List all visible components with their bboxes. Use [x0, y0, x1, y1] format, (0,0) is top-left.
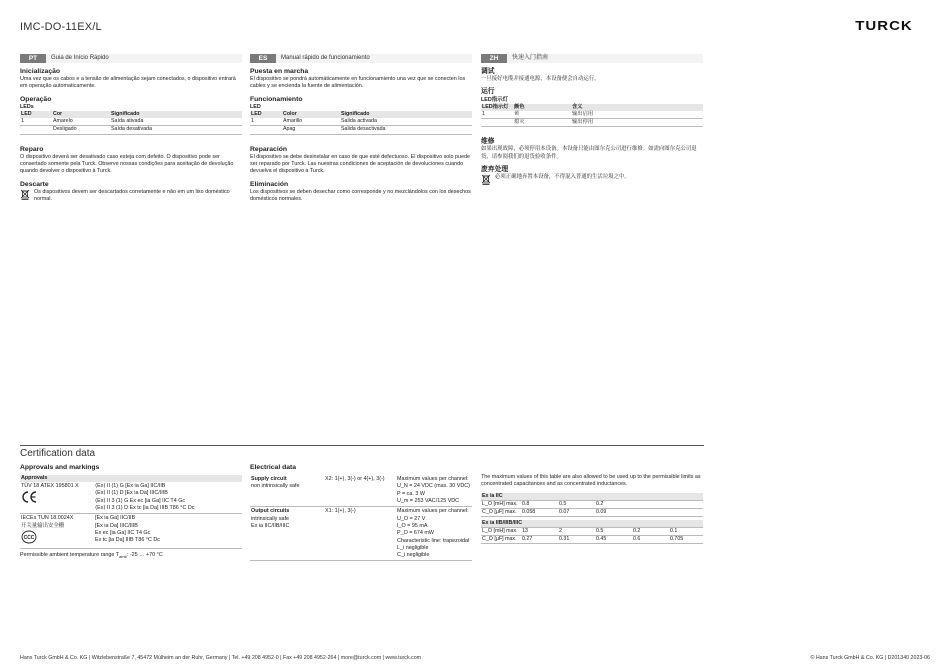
table-row [481, 500, 703, 508]
svg-text:TURCK: TURCK [855, 18, 913, 32]
pt-cell: 1 [20, 118, 52, 126]
limits-note: The maximum values of this table are also allowed to be used up to the permissible limits as concentrated capacitances and as concentrated inductances. [481, 474, 701, 488]
es-th-color: Color [282, 111, 340, 118]
zh-section [481, 54, 703, 185]
zh-led-table [481, 104, 703, 127]
zh-language-code: ZH [481, 54, 507, 63]
turck-logo [838, 18, 930, 32]
output-value: Maximum values per channel: [397, 508, 469, 515]
zh-disposal-title: 废弃处理 [481, 166, 509, 174]
table-row [481, 111, 703, 119]
zh-repair-title: 维修 [481, 138, 495, 146]
pt-leds-label: LEDs [20, 103, 34, 110]
supply-terminals: X2: 1(+), 3(-) or 4(+), 3(-) [325, 476, 385, 483]
table-row [20, 514, 242, 549]
es-startup-text: El dispositivo se pondrá automáticamente en funcionamiento una vez que se conecten los cables y se encienda la fuente de alimentación. [250, 76, 466, 90]
pt-disposal-text: Os dispositivos devem ser descartados corretamente e não em um lixo doméstico normal. [34, 188, 230, 203]
output-value: I_O = 95 mA [397, 522, 428, 529]
iecex-marking: [Ex ia Da] IIIC/IIIB [95, 522, 138, 529]
pt-led-table [20, 111, 242, 134]
zh-cell: 输出停用 [571, 119, 703, 127]
table-row [250, 118, 472, 126]
supply-title: Supply circuit [251, 476, 287, 483]
pt-cell: Amarelo [52, 118, 110, 126]
pt-startup-title: Inicialização [20, 68, 61, 75]
limits-cell: 0.2 [595, 500, 703, 508]
limits-cell: 2 [558, 528, 595, 536]
pt-section [20, 54, 242, 203]
zh-th-meaning: 含义 [571, 104, 703, 111]
output-subtitle: intrinsically safe [251, 515, 290, 522]
es-language-bar [250, 54, 472, 63]
limits-table-iib [481, 520, 703, 544]
limits-cell: 0.058 [521, 508, 558, 516]
ambient-prefix: Permissible ambient temperature range T [20, 552, 120, 559]
limits-cell: 0.09 [595, 508, 703, 516]
zh-disposal-text: 必须正确地弃置本设备，不得混入普通的生活垃圾之中。 [495, 174, 630, 181]
limits-table-iic [481, 493, 703, 517]
es-cell [250, 126, 282, 134]
zh-th-color: 颜色 [513, 104, 571, 111]
output-value: P_O = 674 mW [397, 530, 435, 537]
approvals-title: Approvals and markings [20, 464, 100, 471]
supply-value: Maximum values per channel: [397, 476, 469, 483]
table-row [20, 126, 242, 134]
es-led-table [250, 111, 472, 134]
certification-title: Certification data [20, 448, 96, 459]
ccc-mark-icon [21, 530, 37, 544]
output-value: C_i negligible [397, 552, 430, 559]
iecex-marking: Ex ec [ia Ga] IIC T4 Gc [95, 529, 151, 536]
es-cell: Salida activada [340, 118, 472, 126]
iecex-certificate: IECEx TUN 18.0024X [21, 515, 74, 522]
electrical-title: Electrical data [250, 464, 297, 471]
iecex-marking: [Ex ia Ga] IIC/IIB [95, 515, 136, 522]
es-repair-title: Reparación [250, 145, 288, 153]
limits-cell: C_O [µF] max. [481, 508, 521, 516]
pt-repair-text: O dispositivo deverá ser desativado caso esteja com defeito. O dispositivo pode ser consertado somente pela Turck. Observe nossas condições para aceitação de devolução quando devolver o dispositivo à Turck. [20, 153, 234, 175]
output-title: Output circuits [251, 508, 290, 515]
table-row [250, 126, 472, 134]
limits-cell: L_O [mH] max. [481, 528, 521, 536]
pt-cell: Saída ativada [110, 118, 242, 126]
atex-marking: ⟨Ex⟩ II (1) G [Ex ia Ga] IIC/IIB [95, 483, 166, 490]
pt-cell: Saída desativada [110, 126, 242, 134]
approvals-section [20, 463, 242, 560]
es-cell: Amarillo [282, 118, 340, 126]
limits-cell: 0.07 [558, 508, 595, 516]
supply-subtitle: non intrinsically safe [251, 483, 300, 490]
output-terminals: X1: 1(+), 3(-) [325, 508, 356, 515]
limits-cell: 0.27 [521, 536, 558, 544]
zh-th-led: LED指示灯 [481, 104, 513, 111]
zh-cell: 1 [481, 111, 513, 119]
ambient-suffix: : -25 … +70 °C [126, 552, 163, 559]
es-repair-text: El dispositivo se debe desinstalar en caso de que esté defectuoso. El dispositivo solo puede ser reparado por Turck. Las nuestras condiciones de aceptación de devoluciones cuando devuelva el dispositivo a Turck. [250, 153, 470, 175]
es-cell: Salida desactivada [340, 126, 472, 134]
zh-startup-title: 调试 [481, 68, 495, 75]
iecex-marking: Ex tc [ia Da] IIIB T86 °C Dc [95, 537, 160, 544]
output-value: U_O = 27 V [397, 515, 426, 522]
zh-cell: 熄灭 [513, 119, 571, 127]
atex-marking: ⟨Ex⟩ II 3 (1) G Ex ec [ia Ga] IIC T4 Gc [95, 497, 186, 504]
table-row [481, 528, 703, 536]
pt-language-code: PT [20, 54, 46, 63]
limits-cell: L_O [mH] max. [481, 500, 521, 508]
zh-startup-text: 一旦接好电缆并接通电源，本设备便会自动运行。 [481, 76, 600, 83]
supply-value: U_m = 253 VAC/125 VDC [397, 498, 460, 505]
limits-section [481, 474, 703, 544]
pt-th-color: Cor [52, 111, 110, 118]
certification-divider [20, 445, 704, 446]
zh-cell [481, 119, 513, 127]
pt-cell [20, 126, 52, 134]
table-row [481, 508, 703, 516]
footer-address: Hans Turck GmbH & Co. KG | Witzlebenstraße 7, 45472 Mülheim an der Ruhr, Germany | Tel. +49 208 4952-0 | Fax +49 208 4952-264 | more@turck.com | www.turck.com [20, 655, 422, 661]
svg-text:CCC: CCC [23, 534, 35, 541]
pt-language-bar [20, 54, 242, 63]
limits-cell: 0.1 [669, 528, 703, 536]
output-value: Characteristic line: trapezoidal [397, 537, 470, 544]
zh-cell: 输出启用 [571, 111, 703, 119]
es-language-code: ES [250, 54, 276, 63]
pt-startup-text: Uma vez que os cabos e a tensão de alimentação sejam conectados, o dispositivo entrará em operação automaticamente. [20, 76, 236, 90]
limits-cell: 0.5 [558, 500, 595, 508]
table-row [481, 119, 703, 127]
ce-mark-icon [21, 490, 43, 504]
es-section [250, 54, 472, 203]
ambient-temperature [20, 552, 242, 559]
crossed-bin-icon [481, 174, 491, 185]
table-row [20, 482, 242, 514]
zh-leds-label: LED指示灯 [481, 96, 508, 103]
es-cell: 1 [250, 118, 282, 126]
pt-repair-title: Reparo [20, 145, 44, 153]
es-operation-title: Funcionamiento [250, 95, 303, 103]
pt-disposal-title: Descarte [20, 180, 49, 188]
zh-repair-text: 如果出现故障，必须停用本设备。本设备只能由图尔克公司进行维修。如需向图尔克公司退货，请参阅我们的退货验收条件。 [481, 146, 697, 160]
table-row [250, 507, 472, 561]
supply-value: U_N = 24 VDC (max. 30 VDC) [397, 483, 470, 490]
limits-cell: 0.5 [595, 528, 632, 536]
zh-operation-title: 运行 [481, 88, 495, 96]
pt-th-led: LED [20, 111, 52, 118]
pt-operation-title: Operação [20, 95, 52, 103]
chinese-approval-label: 开关量输出安全栅 [21, 522, 65, 529]
atex-marking: ⟨Ex⟩ II 3 (1) D Ex tc [ia Da] IIIB T86 °C Dc [95, 505, 195, 512]
limits-cell: 0.2 [632, 528, 669, 536]
es-heading: Manual rápido de funcionamiento [281, 55, 370, 62]
zh-language-bar [481, 54, 703, 63]
electrical-section [250, 463, 472, 561]
pt-cell: Desligado [52, 126, 110, 134]
footer-copyright: © Hans Turck GmbH & Co. KG | D201340 2023-06 [810, 655, 930, 661]
table-row [481, 536, 703, 544]
limits-table-title: Ex ia IIC [481, 493, 703, 501]
zh-heading: 快速入门指南 [512, 55, 549, 62]
limits-cell: 0.8 [521, 500, 558, 508]
limits-cell: 0.31 [558, 536, 595, 544]
output-value: L_i negligible [397, 544, 429, 551]
limits-cell: 0.45 [595, 536, 632, 544]
limits-cell: 0.705 [669, 536, 703, 544]
atex-certificate: TÜV 18 ATEX 195801 X [21, 483, 79, 490]
approvals-label: Approvals [20, 475, 242, 482]
es-disposal-title: Eliminación [250, 180, 289, 188]
limits-cell: 13 [521, 528, 558, 536]
pt-heading: Guia de Início Rápido [51, 55, 109, 62]
zh-cell: 黄 [513, 111, 571, 119]
es-leds-label: LED [250, 103, 261, 110]
supply-value: P = ca. 3 W [397, 490, 425, 497]
output-subtitle: Ex ia IIC/IIB/IIIC [251, 522, 290, 529]
atex-marking: ⟨Ex⟩ II (1) D [Ex ia Da] IIIC/IIIB [95, 490, 168, 497]
table-row [20, 118, 242, 126]
es-th-meaning: Significado [340, 111, 472, 118]
es-startup-title: Puesta en marcha [250, 68, 309, 75]
pt-th-meaning: Significado [110, 111, 242, 118]
es-th-led: LED [250, 111, 282, 118]
ambient-sub: amb [119, 554, 127, 560]
limits-cell: C_O [µF] max. [481, 536, 521, 544]
limits-cell: 0.6 [632, 536, 669, 544]
document-title: IMC-DO-11EX/L [20, 21, 102, 33]
limits-table-title: Ex ia IIB/IIIB/IIIC [481, 520, 703, 528]
es-disposal-text: Los dispositivos se deben desechar como corresponde y no mezclándolos con los desechos domésticos normales. [250, 188, 471, 203]
table-row [250, 475, 472, 507]
es-cell: Apag [282, 126, 340, 134]
crossed-bin-icon [20, 189, 30, 200]
